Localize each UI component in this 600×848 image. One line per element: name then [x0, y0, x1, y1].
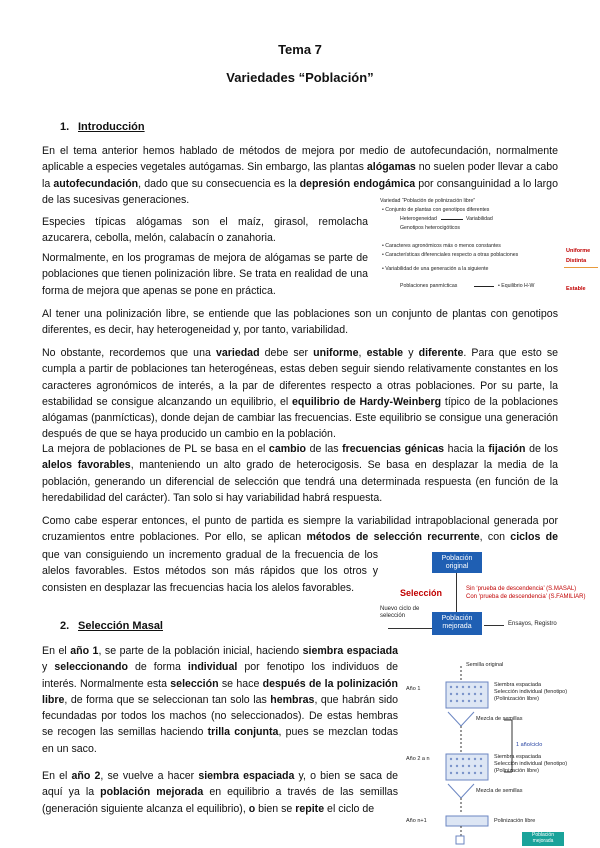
document-subtitle: Variedades “Población”: [226, 70, 374, 85]
figure-poblacion-diagram: [378, 198, 600, 308]
fig1-tag-estable: Estable: [566, 286, 586, 292]
fig3-polinizacion-1: (Polinización libre): [494, 696, 539, 702]
fig3-mezcla-2: Mezcla de semillas: [476, 788, 523, 794]
paragraph-variedad: No obstante, recordemos que una variedad debe ser uniforme, estable y diferente. Para que esto se cumpla a partir de poblaciones tan heterogéneas, estas deben seguir siendo relativamente constantes en los caracteres agronómicos de interés, a la par de diferentes respecto a otras poblaciones. Por su parte, la estabilidad se consigue alcanzando un equilibrio, el equilibrio de Hardy-Weinberg típico de la poblaciones alógamas (panmícticas), donde dejan de cambiar las frecuencias. Este equilibrio se consigue una generación después de que se haya producido un cambio en la población.: [42, 347, 559, 441]
fig1-tag-distinta: Distinta: [566, 258, 587, 264]
fig1-variabilidad: Variabilidad: [466, 216, 493, 222]
fig3-seleccion-1: Selección individual (fenotipo): [494, 689, 568, 695]
fig3-semilla-original: Semilla original: [466, 662, 504, 668]
fig3-ciclo: 1 año/ciclo: [516, 742, 543, 748]
section-heading-introduccion: [60, 121, 145, 133]
paragraph-polinizacion: Al tener una polinización libre, se entiende que las poblaciones son un conjunto de plantas con genotipos diferentes, es decir, hay heterogeneidad y, por tanto, variabilidad.: [42, 308, 558, 337]
fig1-bullet-variabilidad: • Variabilidad de una generación a la siguiente: [382, 266, 489, 272]
fig1-tag-uniforme: Uniforme: [566, 248, 591, 254]
fig2-con-prueba: Con ‘prueba de descendencia’ (S.FAMILIAR): [466, 594, 586, 600]
fig1-bullet-genotipos: • Conjunto de plantas con genotipos diferentes: [382, 207, 490, 213]
paragraph-programas: Normalmente, en los programas de mejora de alógamas se parte de poblaciones que tienen polinización libre. Se trata en realidad de una forma de mejora que apenas se pone en práctica.: [42, 252, 368, 297]
section-title: Selección Masal: [78, 620, 163, 632]
fig2-loop-line: [388, 628, 432, 629]
fig2-ensayos: Ensayos, Registro: [508, 621, 557, 627]
paragraph-punto-partida: Como cabe esperar entonces, el punto de partida es siempre la variabilidad intrapoblacional generada por cruzamientos entre poblaciones. Por ello, se aplican métodos de selección recurrente, con ciclos de: [42, 515, 558, 544]
fig3-polinizacion-libre: Polinización libre: [494, 818, 536, 824]
section-title: Introducción: [78, 121, 145, 133]
paragraph-mejora-pl: La mejora de poblaciones de PL se basa en el cambio de las frecuencias génicas hacia la fijación de los alelos favorables, manteniendo un alto grado de heterocigosis. Se basa en desplazar la media de la población, generando un diferencial de selección que tendrá una determinada respuesta (en función de la heredabilidad del carácter). Tan solo si hay variabilidad habrá respuesta.: [42, 443, 558, 504]
paragraph-anio-2: En el año 2, se vuelve a hacer siembra espaciada y, o bien se saca de aquí ya la población mejorada en equilibrio a través de las semillas (generación siguiente alcanza el equilibrio), o bien se repite el ciclo de: [42, 770, 399, 815]
paragraph-anio-1: En el año 1, se parte de la población inicial, haciendo siembra espaciada y seleccionando de forma individual por fenotipo los individuos de interés. Normalmente esta selección se hace después de la polinización libre, de forma que se seleccionan tan solo las hembras, que habrán sido fecundadas por todos los machos (no seleccionados). De estas hembras se recogen las semillas haciendo trilla conjunta, pues se mezclan todas en un saco.: [42, 645, 398, 755]
fig3-anio-1: Año 1: [406, 686, 421, 692]
figure-seleccion-recurrente: [380, 548, 600, 648]
fig2-seleccion: Selección: [400, 588, 443, 598]
fig1-arrow: [441, 219, 463, 220]
fig1-heterogeneidad: Heterogeneidad: [400, 216, 437, 222]
fig1-bullet-diferenciales: • Características diferenciales respecto a otras poblaciones: [382, 252, 519, 258]
fig3-anio-2-n: Año 2 a n: [406, 756, 430, 762]
fig1-arrow-hw: [474, 286, 494, 287]
fig3-poblacion-mejorada: Población mejorada: [532, 832, 554, 844]
fig3-siembra-1: Siembra espaciada: [494, 682, 542, 688]
section-heading-seleccion-masal: [60, 620, 163, 632]
fig2-sin-prueba: Sin ‘prueba de descendencia’ (S.MASAL): [466, 586, 577, 592]
fig2-poblacion-original: Población original: [432, 552, 482, 573]
fig3-anio-n1: Año n+1: [406, 818, 427, 824]
fig1-tag-divider: [564, 267, 598, 268]
section-number: 1.: [60, 121, 70, 133]
paragraph-intro: En el tema anterior hemos hablado de métodos de mejora por medio de autofecundación, normalmente aplicable a especies vegetales autógamas. Sin embargo, las plantas alógamas no suelen poder llevar a cabo la autofecundación, dado que su consecuencia es la depresión endogámica por consanguinidad a lo largo de las sucesivas generaciones.: [42, 145, 558, 206]
fig3-mezcla-1: Mezcla de semillas: [476, 716, 523, 722]
fig3-siembra-2: Siembra espaciada: [494, 754, 542, 760]
fig1-bullet-agronomicos: • Caracteres agronómicos más o menos constantes: [382, 243, 501, 249]
paragraph-especies: Especies típicas alógamas son el maíz, girasol, remolacha azucarera, cebolla, melón, calabacín o zanahoria.: [42, 216, 368, 245]
fig2-poblacion-mejorada: Población mejorada: [432, 612, 482, 635]
fig3-seleccion-2: Selección individual (fenotipo): [494, 761, 568, 767]
fig1-genotipos: Genotipos heterocigóticos: [400, 225, 460, 231]
paragraph-punto-partida-cont: que van consiguiendo un incremento gradual de la frecuencia de los alelos favorables. Estos métodos son más rápidos que los otros y consisten en desplazar las frecuencias hacia los alelos favorables.: [42, 549, 378, 594]
fig1-title: Variedad “Población de polinización libre”: [380, 198, 476, 204]
fig2-nuevo-ciclo: Nuevo ciclo de selección: [380, 606, 420, 619]
fig2-arrow-ensayos: [484, 625, 504, 626]
document-title: Tema 7: [278, 42, 322, 57]
figure-seleccion-masal-esquema: [404, 660, 600, 846]
section-number: 2.: [60, 620, 70, 632]
fig1-equilibrio: • Equilibrio H-W: [498, 283, 535, 289]
fig3-polinizacion-2: (Polinización libre): [494, 768, 539, 774]
fig1-panmicticas: Poblaciones panmícticas: [400, 283, 458, 289]
